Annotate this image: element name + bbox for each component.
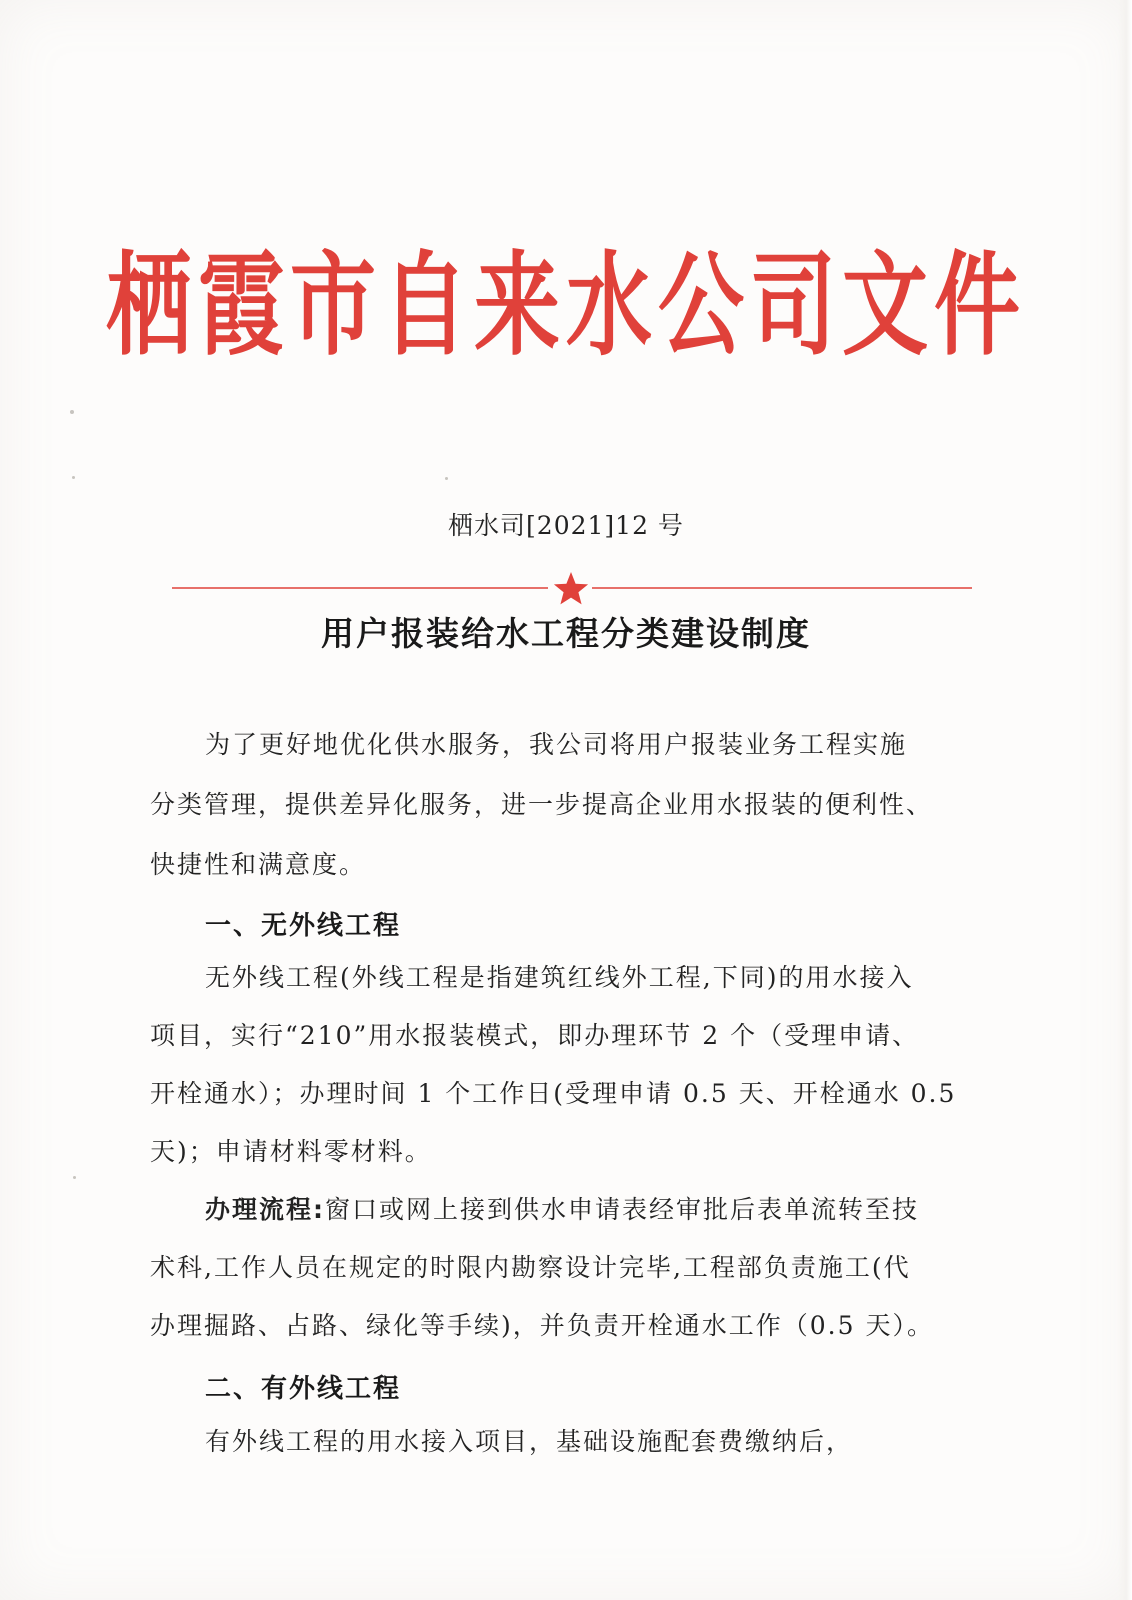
section-1-line-3: 开栓通水）；办理时间 1 个工作日(受理申请 0.5 天、开栓通水 0.5 — [150, 1079, 957, 1108]
scan-speck — [72, 476, 75, 479]
section-1-heading: 一、无外线工程 — [205, 911, 402, 941]
section-2-line-1: 有外线工程的用水接入项目，基础设施配套费缴纳后， — [205, 1427, 854, 1456]
process-label: 办理流程: — [205, 1195, 325, 1224]
process-line-1 — [205, 1195, 919, 1225]
intro-line-2: 分类管理，提供差异化服务，进一步提高企业用水报装的便利性、 — [150, 790, 934, 819]
scan-speck — [73, 1176, 76, 1179]
red-separator — [172, 570, 972, 610]
process-text: 窗口或网上接到供水申请表经审批后表单流转至技 — [325, 1195, 920, 1224]
process-line-3: 办理掘路、占路、绿化等手续)，并负责开栓通水工作（0.5 天）。 — [150, 1311, 934, 1340]
intro-line-3: 快捷性和满意度。 — [150, 850, 367, 879]
intro-line-1: 为了更好地优化供水服务，我公司将用户报装业务工程实施 — [205, 730, 908, 759]
scan-speck — [445, 477, 448, 480]
masthead-title: 栖霞市自来水公司文件 — [106, 241, 1026, 372]
document-title: 用户报装给水工程分类建设制度 — [321, 614, 811, 653]
star-icon — [554, 572, 588, 604]
document-number: 栖水司[2021]12 号 — [448, 511, 684, 540]
section-1-line-1: 无外线工程(外线工程是指建筑红线外工程,下同)的用水接入 — [205, 963, 914, 992]
section-1-line-4: 天)；申请材料零材料。 — [150, 1137, 432, 1166]
process-line-2: 术科,工作人员在规定的时限内勘察设计完毕,工程部负责施工(代 — [150, 1253, 911, 1282]
section-1-line-2: 项目，实行“210”用水报装模式，即办理环节 2 个（受理申请、 — [150, 1021, 920, 1050]
section-2-heading: 二、有外线工程 — [205, 1374, 402, 1404]
scan-speck — [70, 410, 74, 414]
